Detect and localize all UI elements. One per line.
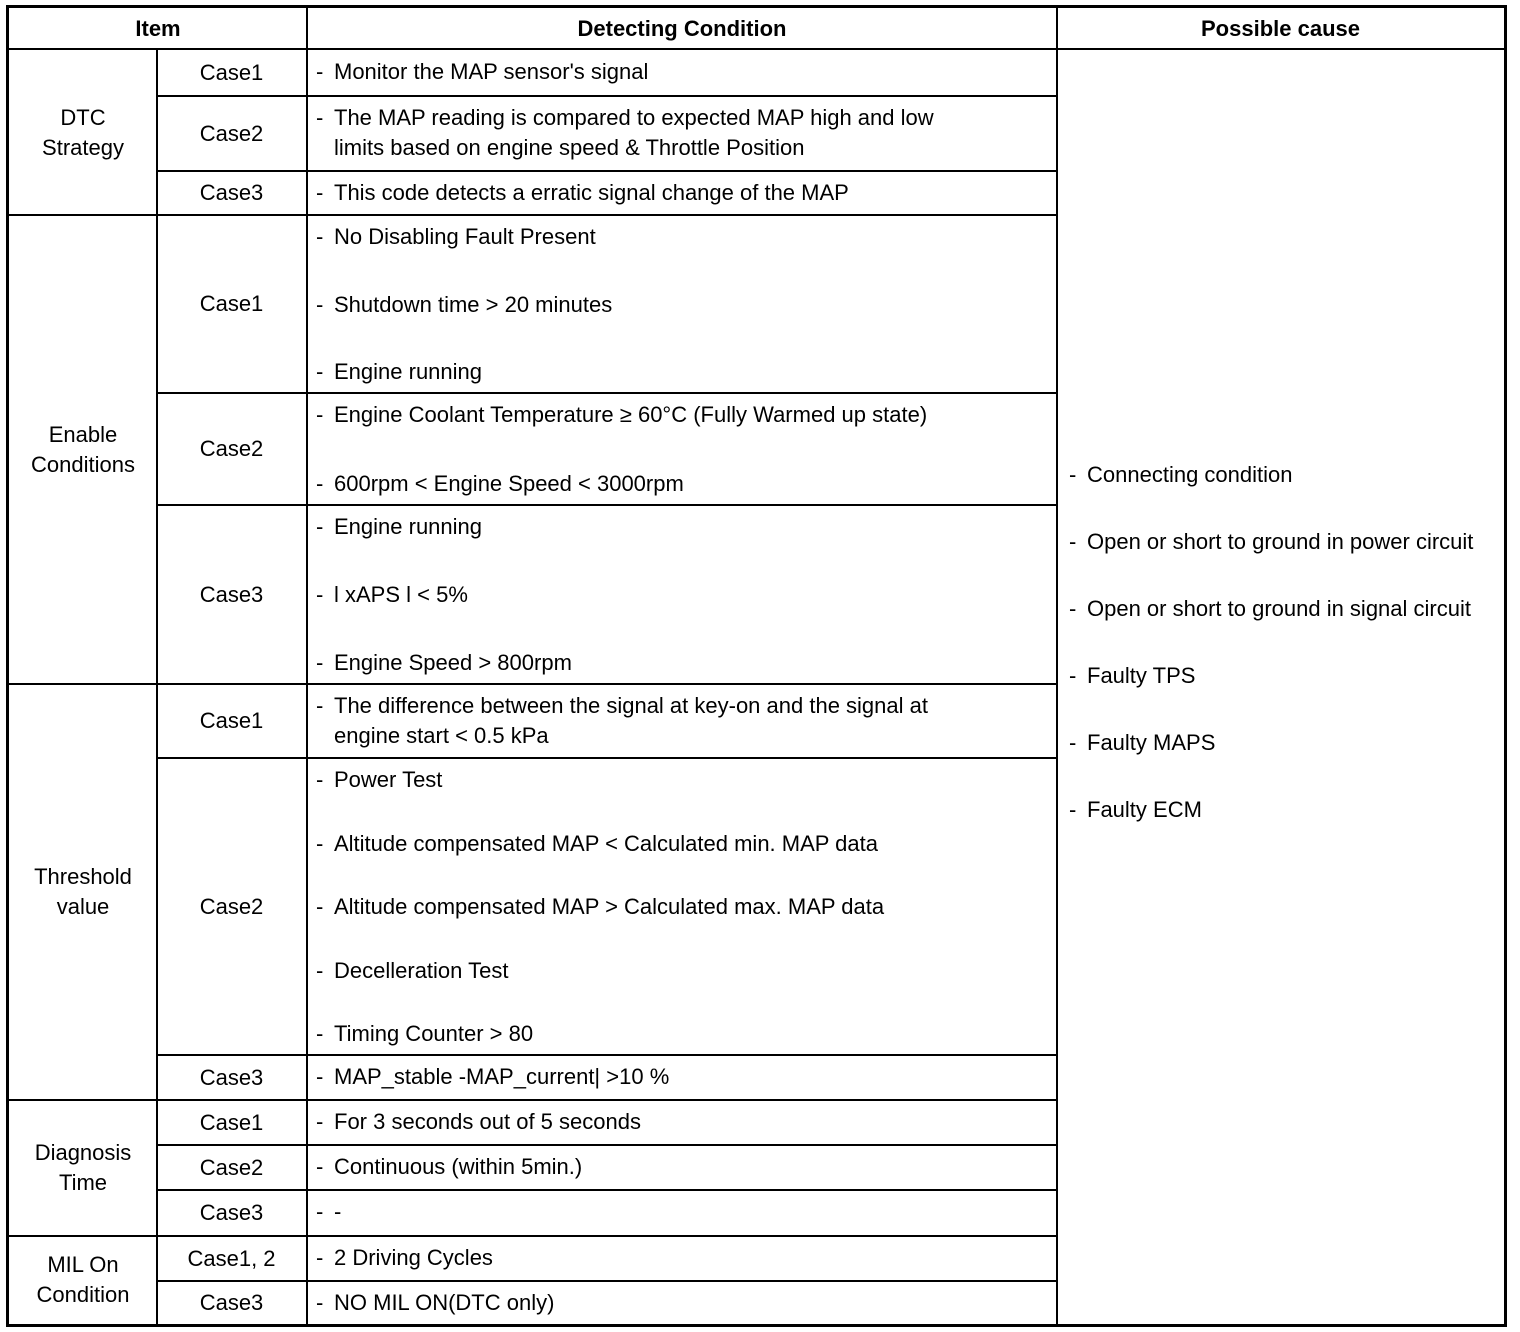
condition-text: Engine Coolant Temperature ≥ 60°C (Fully Warmed up state) — [334, 402, 928, 427]
condition-line — [316, 1288, 1046, 1318]
condition-line — [316, 829, 1046, 859]
bullet-dash: - — [316, 402, 324, 427]
cause-text: Open or short to ground in signal circuit — [1087, 595, 1471, 621]
condition-line — [316, 57, 1046, 87]
bullet-dash: - — [316, 180, 324, 205]
case-label-en3: Case3 — [199, 581, 264, 607]
cause-text: Faulty MAPS — [1087, 729, 1216, 755]
case-label-mil1: Case1, 2 — [187, 1245, 276, 1271]
condition-text: This code detects a erratic signal change of the MAP — [334, 180, 849, 205]
condition-line — [316, 580, 1046, 610]
condition-line — [316, 1197, 1046, 1227]
condition-dg1 — [308, 1100, 1056, 1145]
condition-line — [316, 290, 1046, 320]
grid-line — [1056, 8, 1058, 1324]
case-label-dg3: Case3 — [199, 1200, 264, 1225]
condition-dtc2 — [308, 96, 1056, 171]
condition-line — [316, 103, 1046, 163]
cause-item — [1069, 460, 1504, 490]
case-label-mil2: Case3 — [199, 1289, 264, 1315]
bullet-dash: - — [316, 1021, 324, 1046]
condition-en2 — [308, 393, 1056, 505]
grid-line — [157, 504, 1056, 506]
condition-text: Timing Counter > 80 — [334, 1021, 534, 1046]
condition-text: The MAP reading is compared to expected MAP high and low limits based on engine speed & Throttle Position — [334, 105, 934, 160]
grid-line — [9, 48, 1504, 50]
cause-text: Faulty TPS — [1087, 662, 1196, 688]
condition-text: 600rpm < Engine Speed < 3000rpm — [334, 471, 684, 496]
condition-text: 2 Driving Cycles — [334, 1245, 493, 1270]
header-item: Item — [135, 16, 181, 41]
condition-mil1 — [308, 1236, 1056, 1281]
case-label-en2: Case2 — [199, 436, 264, 461]
grid-line — [156, 50, 158, 1324]
condition-line — [316, 178, 1046, 208]
bullet-dash: - — [316, 767, 324, 792]
case-label-dtc2: Case2 — [199, 120, 264, 146]
bullet-dash: - — [316, 650, 324, 675]
bullet-dash: - — [316, 582, 324, 607]
dtc-spec-table — [6, 5, 1507, 1327]
grid-line — [9, 1099, 1056, 1101]
bullet-dash: - — [1069, 461, 1077, 487]
condition-text: Continuous (within 5min.) — [334, 1154, 583, 1179]
condition-line — [316, 1152, 1046, 1182]
condition-en1 — [308, 215, 1056, 393]
cause-item — [1069, 527, 1504, 557]
grid-line — [157, 392, 1056, 394]
possible-cause-list — [1063, 50, 1504, 1324]
bullet-dash: - — [316, 1245, 324, 1270]
condition-dg3 — [308, 1190, 1056, 1236]
grid-line — [157, 757, 1056, 759]
cause-item — [1069, 594, 1504, 624]
grid-line — [306, 8, 308, 1324]
bullet-dash: - — [316, 224, 324, 249]
grid-line — [9, 683, 1056, 685]
condition-text: MAP_stable -MAP_current| >10 % — [334, 1064, 670, 1089]
case-label-th2: Case2 — [199, 893, 264, 919]
bullet-dash: - — [316, 59, 324, 84]
condition-dtc3 — [308, 171, 1056, 215]
condition-dtc1 — [308, 50, 1056, 96]
condition-line — [316, 1019, 1046, 1049]
bullet-dash: - — [316, 1290, 324, 1315]
grid-line — [9, 214, 1056, 216]
grid-line — [157, 95, 1056, 97]
bullet-dash: - — [316, 1199, 324, 1224]
condition-text: Altitude compensated MAP < Calculated min. MAP data — [334, 830, 878, 856]
case-label-dg1: Case1 — [199, 1109, 264, 1135]
bullet-dash: - — [316, 514, 324, 539]
condition-text: l xAPS l < 5% — [334, 582, 468, 607]
condition-line — [316, 400, 1046, 430]
condition-text: - — [334, 1199, 342, 1224]
condition-line — [316, 222, 1046, 252]
bullet-dash: - — [316, 105, 324, 130]
bullet-dash: - — [1069, 796, 1077, 822]
bullet-dash: - — [316, 1109, 324, 1134]
condition-line — [316, 1107, 1046, 1137]
condition-text: The difference between the signal at key-on and the signal at engine start < 0.5 kPa — [334, 693, 928, 748]
condition-en3 — [308, 505, 1056, 684]
group-mil-on-condition: MIL On Condition — [36, 1252, 130, 1307]
grid-line — [9, 1235, 1056, 1237]
group-diagnosis-time: Diagnosis Time — [34, 1140, 132, 1195]
condition-th1 — [308, 684, 1056, 758]
bullet-dash: - — [316, 1154, 324, 1179]
bullet-dash: - — [1069, 662, 1077, 688]
condition-text: Shutdown time > 20 minutes — [334, 291, 613, 317]
condition-text: Engine running — [334, 514, 483, 539]
header-detecting-condition: Detecting Condition — [577, 16, 787, 41]
grid-line — [157, 1189, 1056, 1191]
grid-line — [157, 1280, 1056, 1282]
condition-text: For 3 seconds out of 5 seconds — [334, 1109, 641, 1134]
grid-line — [157, 1054, 1056, 1056]
condition-line — [316, 765, 1046, 795]
case-label-en1: Case1 — [199, 291, 264, 316]
case-label-dg2: Case2 — [199, 1154, 264, 1180]
case-label-dtc3: Case3 — [199, 180, 264, 205]
bullet-dash: - — [316, 359, 324, 384]
condition-line — [316, 648, 1046, 678]
condition-line — [316, 357, 1046, 387]
condition-mil2 — [308, 1281, 1056, 1324]
group-dtc-strategy: DTC Strategy — [42, 104, 124, 160]
bullet-dash: - — [1069, 729, 1077, 755]
cause-text: Connecting condition — [1087, 461, 1293, 487]
bullet-dash: - — [316, 291, 324, 317]
header-possible-cause: Possible cause — [1201, 16, 1360, 41]
bullet-dash: - — [316, 471, 324, 496]
grid-line — [157, 170, 1056, 172]
cause-item — [1069, 795, 1504, 825]
condition-line — [316, 469, 1046, 499]
condition-line — [316, 691, 1046, 751]
condition-line — [316, 1243, 1046, 1273]
bullet-dash: - — [316, 1064, 324, 1089]
condition-text: Monitor the MAP sensor's signal — [334, 59, 649, 84]
bullet-dash: - — [316, 957, 324, 983]
condition-dg2 — [308, 1145, 1056, 1190]
condition-line — [316, 892, 1046, 922]
bullet-dash: - — [316, 693, 324, 718]
case-label-th1: Case1 — [199, 708, 264, 733]
cause-text: Faulty ECM — [1087, 796, 1202, 822]
case-label-th3: Case3 — [199, 1064, 264, 1090]
condition-text: Decelleration Test — [334, 957, 509, 983]
condition-text: Power Test — [334, 767, 443, 792]
condition-th3 — [308, 1055, 1056, 1100]
bullet-dash: - — [316, 894, 324, 919]
condition-text: Engine running — [334, 359, 483, 384]
bullet-dash: - — [1069, 528, 1077, 554]
cause-item — [1069, 661, 1504, 691]
condition-text: No Disabling Fault Present — [334, 224, 596, 249]
bullet-dash: - — [1069, 595, 1077, 621]
condition-text: Altitude compensated MAP > Calculated max. MAP data — [334, 894, 885, 919]
condition-line — [316, 512, 1046, 542]
group-threshold-value: Threshold value — [34, 864, 132, 919]
condition-line — [316, 1062, 1046, 1092]
cause-item — [1069, 728, 1504, 758]
bullet-dash: - — [316, 830, 324, 856]
condition-text: Engine Speed > 800rpm — [334, 650, 572, 675]
condition-line — [316, 956, 1046, 986]
condition-th2 — [308, 758, 1056, 1055]
grid-line — [157, 1144, 1056, 1146]
condition-text: NO MIL ON(DTC only) — [334, 1290, 555, 1315]
cause-text: Open or short to ground in power circuit — [1087, 528, 1474, 554]
group-enable-conditions: Enable Conditions — [31, 421, 135, 477]
case-label-dtc1: Case1 — [199, 60, 264, 85]
